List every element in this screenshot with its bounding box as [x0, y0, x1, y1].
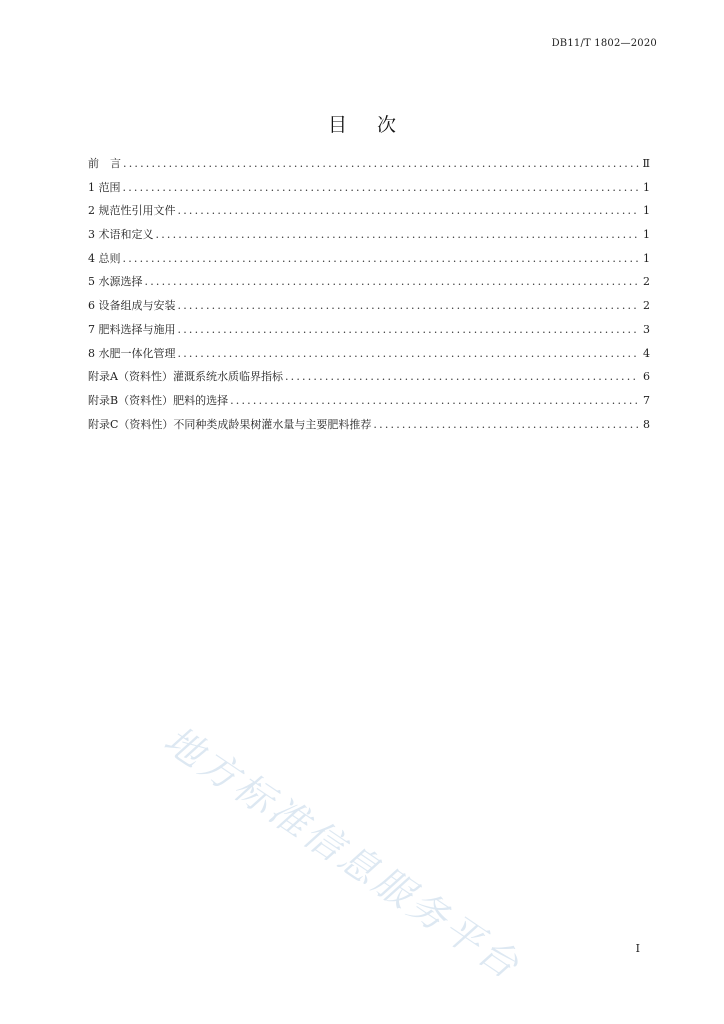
dot-leader — [373, 413, 639, 437]
dot-leader — [285, 365, 639, 389]
toc-entry-page: 8 — [643, 417, 650, 431]
toc-entry[interactable] — [88, 176, 650, 200]
document-code: DB11/T 1802—2020 — [551, 38, 657, 49]
toc-entry[interactable] — [88, 223, 650, 247]
toc-entry-label: 4 总则 — [88, 251, 121, 265]
dot-leader — [123, 247, 640, 271]
toc-entry[interactable] — [88, 247, 650, 271]
dot-leader — [230, 389, 639, 413]
toc-entry-page: 1 — [643, 180, 650, 194]
dot-leader — [123, 152, 639, 176]
toc-entry[interactable] — [88, 294, 650, 318]
toc-entry-page: 1 — [643, 251, 650, 265]
dot-leader — [178, 318, 640, 342]
dot-leader — [123, 176, 640, 200]
watermark: 地方标准信息服务平台 — [156, 717, 530, 989]
toc-entry-label: 附录B（资料性）肥料的选择 — [88, 393, 229, 407]
toc-entry-page: 6 — [643, 370, 650, 384]
toc-entry-page: 4 — [643, 346, 650, 360]
toc-entry-label: 5 水源选择 — [88, 275, 143, 289]
toc-entry[interactable] — [88, 342, 650, 366]
dot-leader — [145, 270, 640, 294]
toc-entry-page: 3 — [643, 322, 650, 336]
dot-leader — [178, 199, 640, 223]
dot-leader — [156, 223, 640, 247]
toc-entry[interactable] — [88, 389, 650, 413]
page-title: 目 次 — [327, 114, 409, 136]
toc-entry-label: 1 范围 — [88, 180, 121, 194]
toc-entry-label: 附录A（资料性）灌溉系统水质临界指标 — [88, 370, 283, 384]
toc-entry[interactable] — [88, 199, 650, 223]
toc-entry-label: 附录C（资料性）不同种类成龄果树灌水量与主要肥料推荐 — [88, 417, 372, 431]
toc-entry-label: 2 规范性引用文件 — [88, 204, 176, 218]
dot-leader — [178, 294, 640, 318]
toc-entry[interactable] — [88, 270, 650, 294]
toc-entry-label: 3 术语和定义 — [88, 228, 154, 242]
toc-entry-page: Ⅱ — [642, 157, 650, 170]
toc-entry-page: 1 — [643, 228, 650, 242]
toc-entry-label: 前 言 — [88, 157, 121, 170]
toc-entry-label: 7 肥料选择与施用 — [88, 322, 176, 336]
table-of-contents — [88, 152, 650, 436]
toc-entry[interactable] — [88, 365, 650, 389]
toc-entry-page: 2 — [643, 299, 650, 313]
toc-entry-page: 7 — [643, 393, 650, 407]
toc-entry-page: 2 — [643, 275, 650, 289]
toc-entry[interactable] — [88, 152, 650, 176]
toc-entry-label: 8 水肥一体化管理 — [88, 346, 176, 360]
toc-entry-page: 1 — [643, 204, 650, 218]
toc-entry[interactable] — [88, 413, 650, 437]
toc-entry[interactable] — [88, 318, 650, 342]
dot-leader — [178, 342, 640, 366]
toc-entry-label: 6 设备组成与安装 — [88, 299, 176, 313]
page-number: I — [635, 942, 640, 955]
